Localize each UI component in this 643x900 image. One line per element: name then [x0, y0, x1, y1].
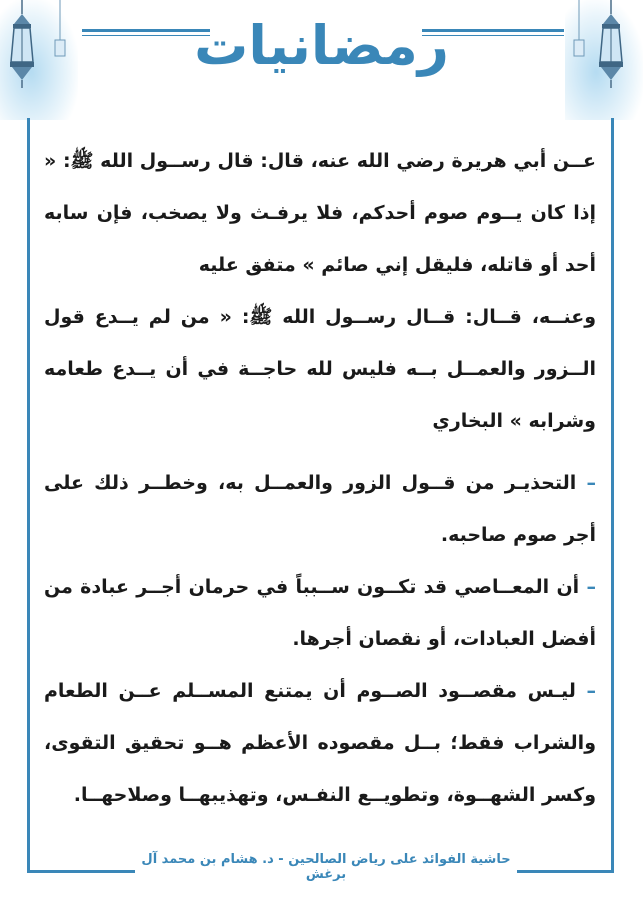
article-body: [44, 135, 596, 821]
frame-bottom-left: [27, 870, 135, 873]
dash-bullet: –: [586, 472, 597, 494]
benefit-text: التحذيـر من قــول الزور والعمــل به، وخطــر ذلك على أجر صوم صاحبه.: [44, 472, 596, 546]
frame-right: [611, 118, 614, 872]
benefit-item: [44, 665, 596, 821]
dash-bullet: –: [586, 576, 596, 598]
frame-bottom-right: [517, 870, 614, 873]
dash-bullet: –: [586, 680, 596, 702]
benefit-text: أن المعــاصي قد تكــون ســبباً في حرمان أجــر عبادة من أفضل العبادات، أو نقصان أجرها.: [44, 576, 596, 650]
hadith-paragraph-1: عــن أبي هريرة رضي الله عنه، قال: قال رســول الله ﷺ: « إذا كان يــوم صوم أحدكم، فلا يرفـث ولا يصخب، فإن سابه أحد أو قاتله، فليقل إني صائم » متفق عليه: [44, 150, 596, 276]
benefit-item: [44, 561, 596, 665]
benefit-text: ليـس مقصــود الصــوم أن يمتنع المســلم عــن الطعام والشراب فقط؛ بــل مقصوده الأعظم هــو تحقيق التقوى، وكسر الشهــوة، وتطويــع النفـس، وتهذيبهــا وصلاحهــا.: [44, 680, 596, 806]
footer-source: حاشية الفوائد على رياض الصالحين - د. هشام بن محمد آل برغش: [141, 852, 511, 882]
page-title: رمضانيات: [194, 14, 449, 77]
benefit-item: [44, 457, 596, 561]
frame-left: [27, 118, 30, 872]
hadith-paragraph-2: وعنــه، قــال: قــال رســول الله ﷺ: « من لم يــدع قول الــزور والعمــل بــه فليس لله حاجــة في أن يــدع طعامه وشرابه » البخاري: [44, 306, 596, 432]
